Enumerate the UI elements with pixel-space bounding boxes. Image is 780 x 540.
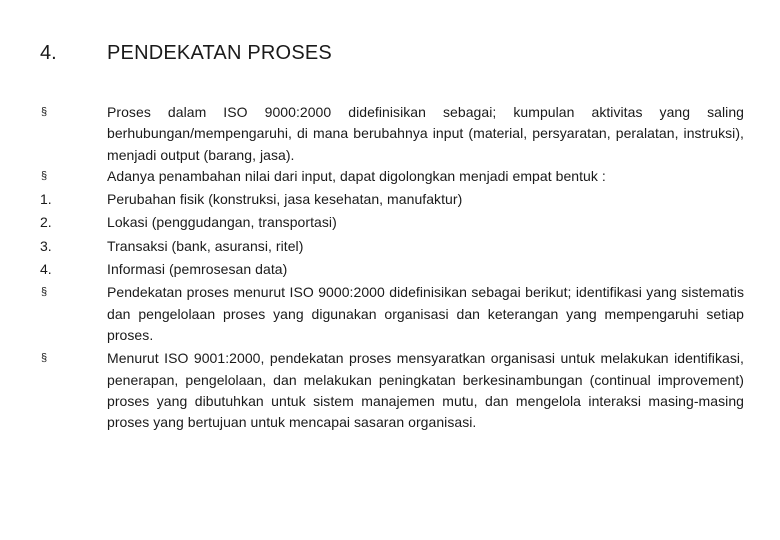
list-item-text: Menurut ISO 9001:2000, pendekatan proses mensyaratkan organisasi untuk melakukan identifikasi, penerapan, pengelolaan, dan melakukan peningkatan berkesinambungan (continual improvement) proses yang dibutuhkan untuk sistem manajemen mutu, dan mengelola interaksi masing-masing proses yang bertujuan untuk mencapai sasaran organisasi.: [107, 350, 744, 431]
content-list: [0, 102, 780, 433]
bullet-marker: §: [41, 286, 48, 299]
number-marker: 4.: [40, 261, 52, 278]
list-item: [0, 212, 780, 233]
list-item: [0, 282, 780, 346]
list-item: [0, 348, 780, 433]
section-number: 4.: [40, 42, 57, 64]
number-marker: 1.: [40, 191, 52, 208]
list-item-text: Lokasi (penggudangan, transportasi): [107, 214, 337, 231]
list-item-text: Proses dalam ISO 9000:2000 didefinisikan sebagai; kumpulan aktivitas yang saling berhubungan/mempengaruhi, di mana berubahnya input (material, persyaratan, peralatan, instruksi), menjadi output (barang, jasa).: [107, 104, 744, 163]
number-marker: 2.: [40, 214, 52, 231]
bullet-marker: §: [41, 169, 48, 182]
list-item-text: Transaksi (bank, asuransi, ritel): [107, 237, 304, 254]
list-item: [0, 102, 780, 166]
list-item-text: Pendekatan proses menurut ISO 9000:2000 didefinisikan sebagai berikut; identifikasi yang sistematis dan pengelolaan proses yang digunakan organisasi dan keterangan yang mempengaruhi setiap proses.: [107, 284, 744, 343]
list-item-text: Adanya penambahan nilai dari input, dapat digolongkan menjadi empat bentuk :: [107, 167, 606, 184]
list-item-text: Informasi (pemrosesan data): [107, 261, 288, 278]
section-title: PENDEKATAN PROSES: [107, 42, 332, 64]
list-item-text: Perubahan fisik (konstruksi, jasa kesehatan, manufaktur): [107, 191, 463, 208]
bullet-marker: §: [41, 352, 48, 365]
section-heading: [0, 38, 780, 68]
bullet-marker: §: [41, 106, 48, 118]
list-item: [0, 166, 780, 187]
list-item: [0, 259, 780, 280]
list-item: [0, 236, 780, 257]
list-item: [0, 189, 780, 210]
number-marker: 3.: [40, 237, 52, 254]
